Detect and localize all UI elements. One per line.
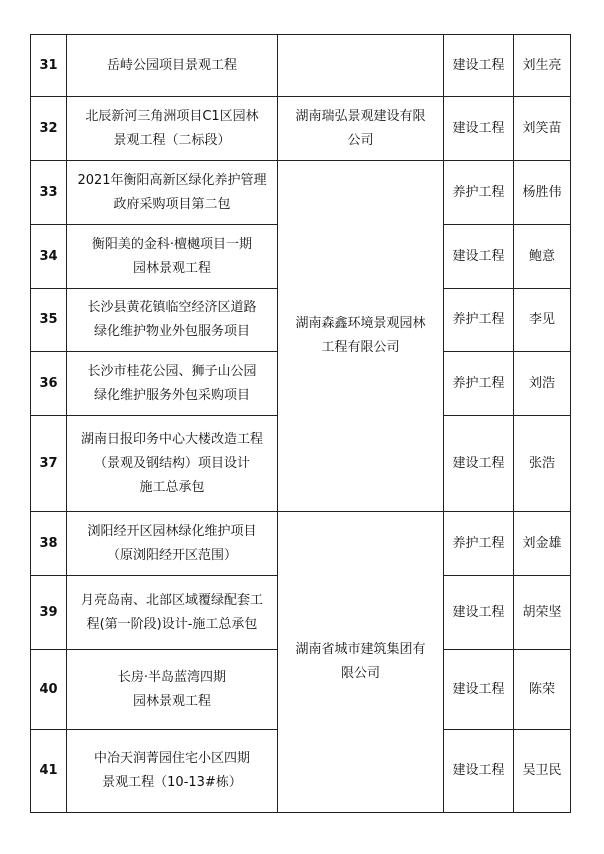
table-row xyxy=(31,97,571,161)
row-number: 39 xyxy=(31,576,67,650)
person-name: 刘生亮 xyxy=(514,35,571,97)
row-number: 35 xyxy=(31,289,67,352)
person-name: 刘金雄 xyxy=(514,512,571,576)
person-name: 杨胜伟 xyxy=(514,161,571,225)
row-number: 40 xyxy=(31,650,67,730)
row-number: 33 xyxy=(31,161,67,225)
project-name: 2021年衡阳高新区绿化养护管理 政府采购项目第二包 xyxy=(67,161,278,225)
project-type: 养护工程 xyxy=(444,512,514,576)
project-type: 建设工程 xyxy=(444,730,514,813)
person-name: 陈荣 xyxy=(514,650,571,730)
project-type: 建设工程 xyxy=(444,650,514,730)
table-row xyxy=(31,512,571,576)
project-type: 养护工程 xyxy=(444,352,514,416)
project-type: 建设工程 xyxy=(444,416,514,512)
person-name: 张浩 xyxy=(514,416,571,512)
project-name: 中冶天润菁园住宅小区四期 景观工程（10-13#栋） xyxy=(67,730,278,813)
row-number: 32 xyxy=(31,97,67,161)
person-name: 李见 xyxy=(514,289,571,352)
company-name-empty xyxy=(278,35,444,97)
row-number: 37 xyxy=(31,416,67,512)
project-type: 建设工程 xyxy=(444,576,514,650)
project-name: 长沙市桂花公园、狮子山公园 绿化维护服务外包采购项目 xyxy=(67,352,278,416)
table-row xyxy=(31,161,571,225)
company-name: 湖南森鑫环境景观园林 工程有限公司 xyxy=(278,161,444,512)
project-name: 衡阳美的金科·檀樾项目一期 园林景观工程 xyxy=(67,225,278,289)
project-name: 岳峙公园项目景观工程 xyxy=(67,35,278,97)
project-type: 建设工程 xyxy=(444,35,514,97)
person-name: 刘浩 xyxy=(514,352,571,416)
row-number: 36 xyxy=(31,352,67,416)
project-type: 建设工程 xyxy=(444,225,514,289)
project-type: 养护工程 xyxy=(444,161,514,225)
row-number: 31 xyxy=(31,35,67,97)
person-name: 吴卫民 xyxy=(514,730,571,813)
table-row xyxy=(31,35,571,97)
row-number: 38 xyxy=(31,512,67,576)
project-type: 养护工程 xyxy=(444,289,514,352)
row-number: 41 xyxy=(31,730,67,813)
person-name: 鲍意 xyxy=(514,225,571,289)
project-type: 建设工程 xyxy=(444,97,514,161)
project-name: 北辰新河三角洲项目C1区园林 景观工程（二标段） xyxy=(67,97,278,161)
company-name: 湖南省城市建筑集团有 限公司 xyxy=(278,512,444,813)
person-name: 刘笑苗 xyxy=(514,97,571,161)
award-table xyxy=(30,34,571,813)
project-name: 长沙县黄花镇临空经济区道路 绿化维护物业外包服务项目 xyxy=(67,289,278,352)
project-name: 湖南日报印务中心大楼改造工程 （景观及钢结构）项目设计 施工总承包 xyxy=(67,416,278,512)
row-number: 34 xyxy=(31,225,67,289)
company-name: 湖南瑞弘景观建设有限 公司 xyxy=(278,97,444,161)
project-name: 浏阳经开区园林绿化维护项目 （原浏阳经开区范围） xyxy=(67,512,278,576)
person-name: 胡荣坚 xyxy=(514,576,571,650)
project-name: 长房·半岛蓝湾四期 园林景观工程 xyxy=(67,650,278,730)
project-name: 月亮岛南、北部区域覆绿配套工 程(第一阶段)设计-施工总承包 xyxy=(67,576,278,650)
